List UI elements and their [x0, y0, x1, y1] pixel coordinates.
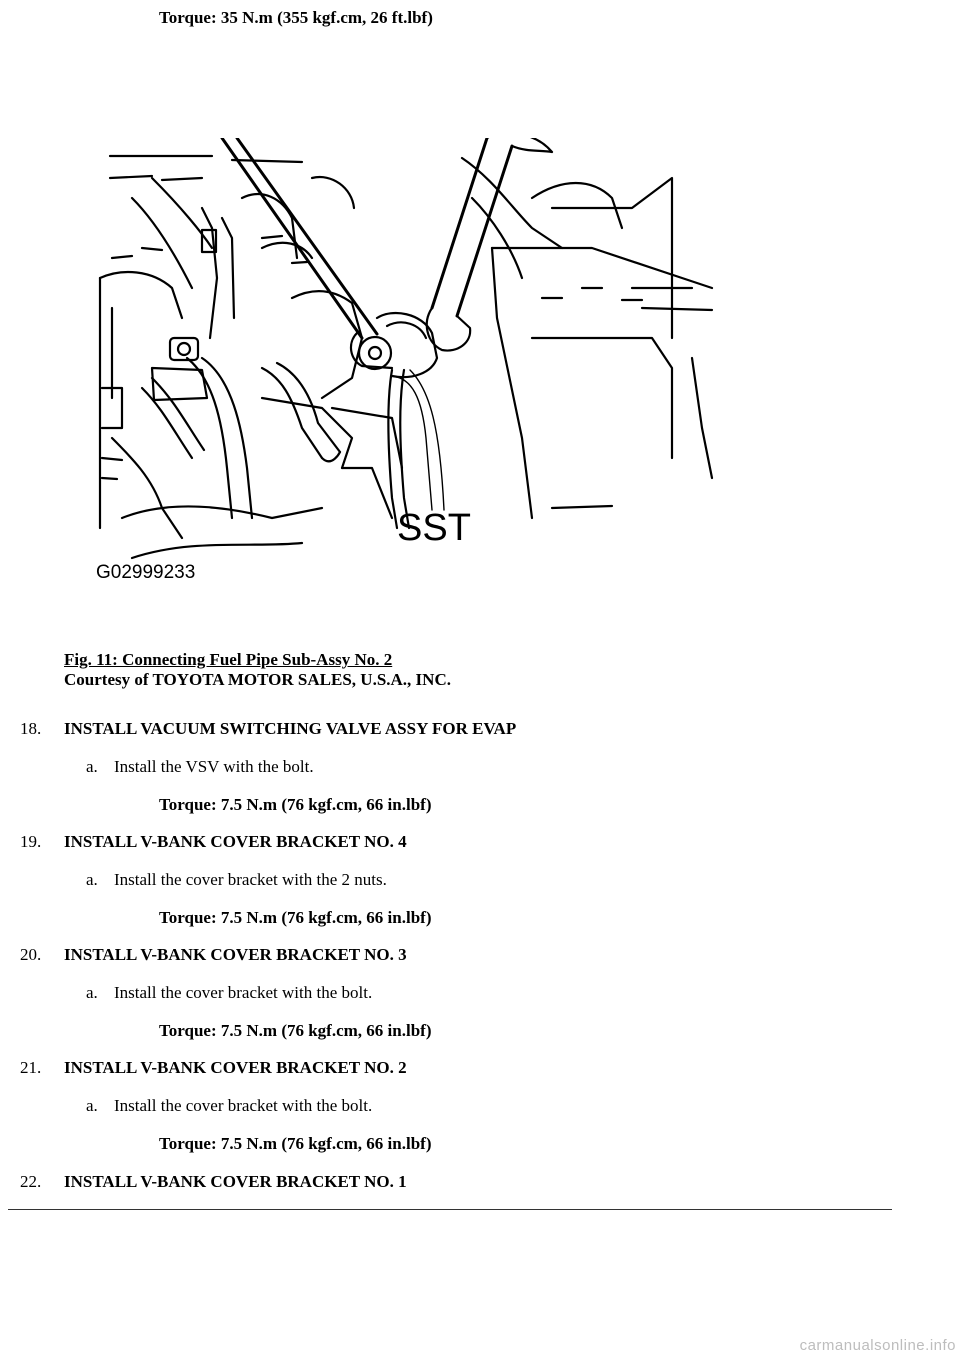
step-number: 22.: [20, 1172, 42, 1191]
step-number: 20.: [20, 945, 42, 964]
step-title: INSTALL V-BANK COVER BRACKET NO. 1: [64, 1172, 407, 1191]
fuel-pipe-illustration: [92, 138, 732, 588]
figure-caption-title: Fig. 11: Connecting Fuel Pipe Sub-Assy No. 2: [64, 650, 393, 669]
torque-spec: Torque: 7.5 N.m (76 kgf.cm, 66 in.lbf): [159, 1134, 432, 1153]
step-title: INSTALL VACUUM SWITCHING VALVE ASSY FOR EVAP: [64, 719, 517, 738]
substep-letter: a.: [86, 983, 98, 1002]
figure-caption-courtesy: Courtesy of TOYOTA MOTOR SALES, U.S.A., INC.: [64, 670, 451, 689]
torque-spec: Torque: 7.5 N.m (76 kgf.cm, 66 in.lbf): [159, 795, 432, 814]
substep-letter: a.: [86, 757, 98, 776]
page-bottom-rule: [8, 1209, 892, 1210]
engine-linework: [100, 138, 712, 558]
site-watermark: carmanualsonline.info: [799, 1337, 956, 1354]
step-number: 18.: [20, 719, 42, 738]
substep-letter: a.: [86, 870, 98, 889]
substep-text: Install the cover bracket with the bolt.: [114, 1096, 373, 1115]
step-title: INSTALL V-BANK COVER BRACKET NO. 4: [64, 832, 407, 851]
image-code: G02999233: [96, 562, 196, 583]
torque-spec: Torque: 7.5 N.m (76 kgf.cm, 66 in.lbf): [159, 1021, 432, 1040]
step-number: 19.: [20, 832, 42, 851]
step-title: INSTALL V-BANK COVER BRACKET NO. 2: [64, 1058, 407, 1077]
substep-text: Install the cover bracket with the 2 nuts.: [114, 870, 387, 889]
torque-spec: Torque: 7.5 N.m (76 kgf.cm, 66 in.lbf): [159, 908, 432, 927]
top-torque-spec: Torque: 35 N.m (355 kgf.cm, 26 ft.lbf): [159, 8, 433, 27]
sst-label: SST: [397, 507, 471, 549]
substep-text: Install the VSV with the bolt.: [114, 757, 314, 776]
substep-letter: a.: [86, 1096, 98, 1115]
step-title: INSTALL V-BANK COVER BRACKET NO. 3: [64, 945, 407, 964]
substep-text: Install the cover bracket with the bolt.: [114, 983, 373, 1002]
step-number: 21.: [20, 1058, 42, 1077]
